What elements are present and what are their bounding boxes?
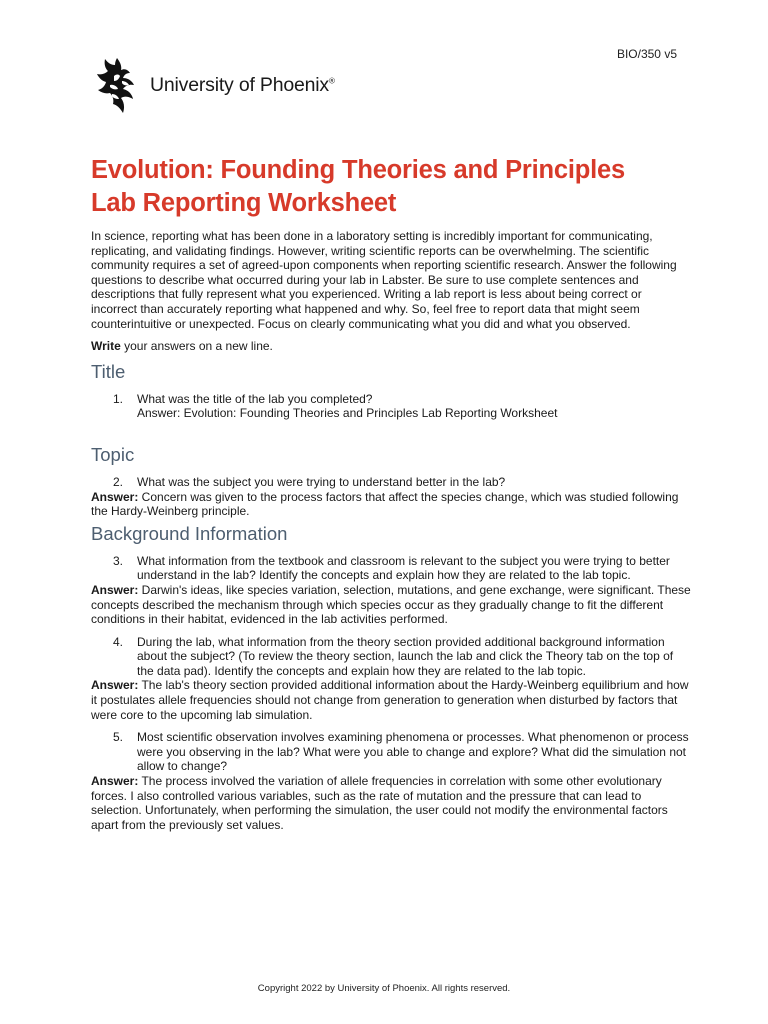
answer-4: Answer: The lab's theory section provided additional information about the Hardy-Weinberg equilibrium and how it postulates allele frequencies should not change from generation to generation when disturbed by factors that were core to the upcoming lab simulation. [91,678,689,722]
page-title-line1: Evolution: Founding Theories and Principles [91,156,626,184]
section-heading-title: Title [91,360,126,382]
university-logo [92,56,335,118]
answer-5: Answer: The process involved the variation of allele frequencies in correlation with some other evolutionary forces. I also controlled various variables, such as the rate of mutation and the pressure that can lead to selection. Unfortunately, when performing the simulation, the user could not modify the environmental factors apart from the previously set values. [91,774,668,832]
copyright-footer: Copyright 2022 by University of Phoenix. All rights reserved. [257,983,511,994]
question-text: During the lab, what information from the theory section provided additional background information about the subject? (To review the theory section, launch the lab and click the Theory tab on the top of the data pad). Identify the concepts and explain how they are related to the lab topic. [137,634,674,678]
question-4: 4. During the lab, what information from the theory section provided additional background information about the subject? (To review the theory section, launch the lab and click the Theory tab on the top of the data pad). Identify the concepts and explain how they are related to the lab topic. [91,635,691,679]
page-title-line2: Lab Reporting Worksheet [91,189,397,217]
section-heading-topic: Topic [91,443,135,465]
question-text: What information from the textbook and classroom is relevant to the subject you were trying to better understand in the lab? Identify the concepts and explain how they are related to the lab topic. [137,553,670,583]
write-note: Write your answers on a new line. [91,339,273,354]
page-title [91,154,691,220]
answer-text: Answer: Evolution: Founding Theories and Principles Lab Reporting Worksheet [137,406,558,421]
section-heading-background: Background Information [91,522,288,544]
question-5: 5. Most scientific observation involves examining phenomena or processes. What phenomenon or process were you observing in the lab? What were you able to change and explore? What did the simulation not allow to change? [91,730,691,774]
phoenix-bird-icon [92,56,146,118]
answer-2: Answer: Concern was given to the process factors that affect the species change, which was studied following the Hardy-Weinberg principle. [91,489,679,519]
worksheet-content [91,154,691,832]
question-text: What was the title of the lab you completed? [137,391,373,406]
question-2: 2. What was the subject you were trying to understand better in the lab? [91,475,691,490]
answer-3: Answer: Darwin's ideas, like species variation, selection, mutations, and gene exchange, were significant. These concepts described the mechanism through which species occur as they gradually change to fit the different conditions in their habitat, evidenced in the lab activities performed. [91,582,691,627]
question-text: Most scientific observation involves examining phenomena or processes. What phenomenon or process were you observing in the lab? What were you able to change and explore? What did the simulation not allow to change? [137,730,689,774]
intro-paragraph: In science, reporting what has been done in a laboratory setting is incredibly important for communicating, replicating, and validating findings. However, writing scientific reports can be overwhelming. The scientific community requires a set of agreed-upon components when reporting scientific research. Answer the following questions to describe what occurred during your lab in Labster. Be sure to use complete sentences and descriptions that fully represent what you experienced. Writing a lab report is less about being correct or incorrect than accurately reporting what happened and why. So, feel free to report data that might seem counterintuitive or unexpected. Focus on clearly communicating what you did and what you observed. [91,229,677,331]
question-3: 3. What information from the textbook and classroom is relevant to the subject you were trying to better understand in the lab? Identify the concepts and explain how they are related to the lab topic. [91,554,691,583]
logo-text: University of Phoenix® [150,73,335,96]
question-1: 1. What was the title of the lab you completed? Answer: Evolution: Founding Theories and Principles Lab Reporting Worksheet [91,392,691,421]
course-code: BIO/350 v5 [616,47,677,61]
question-text: What was the subject you were trying to understand better in the lab? [137,474,506,489]
